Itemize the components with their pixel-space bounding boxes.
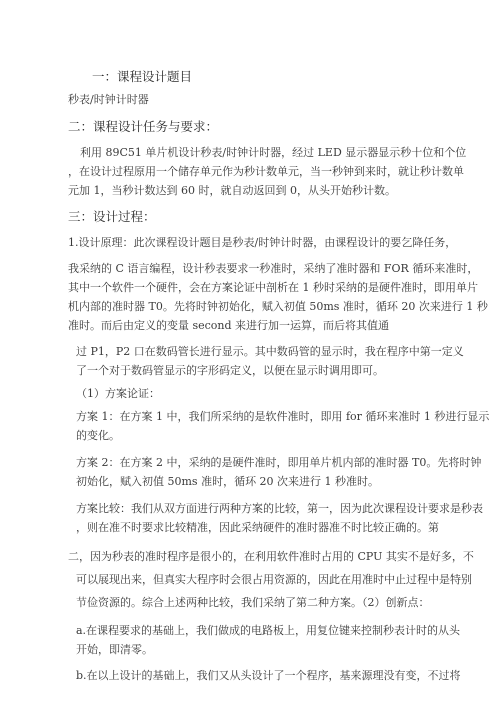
paragraph-line: 1.设计原理：此次课程设计题目是秒表/时钟计时器，由课程设计的要乞降任务，: [68, 236, 457, 249]
paragraph-line: 我采纳的 C 语言编程，设计秒表要求一秒准时，采纳了准时器和 FOR 循环来准时，: [68, 262, 479, 275]
subsection-heading: （1）方案论证：: [76, 387, 160, 400]
paragraph-line: 方案 1：在方案 1 中，我们所采纳的是软件准时，即用 for 循环来准时 1 秒进行显示: [76, 410, 490, 423]
paragraph-line: a.在课程要求的基础上，我们做成的电路板上，用复位键来控制秒表计时的从头: [76, 624, 461, 637]
paragraph-line: 的变化。: [76, 429, 120, 442]
paragraph-line: 准时。而后由定义的变量 second 来进行加一运算，而后将其值通: [68, 319, 390, 332]
paragraph-line: 二，因为秒表的准时程序是很小的，在利用软件准时占用的 CPU 其实不是好多，不: [68, 550, 474, 563]
paragraph-line: b.在以上设计的基础上，我们又从头设计了一个程序，基来源理没有变，不过将: [76, 669, 461, 682]
section-heading-1: 一：课程设计题目: [92, 69, 193, 84]
paragraph-line: 机内部的准时器 T0。先将时钟初始化，赋入初值 50ms 准时，循环 20 次来进行 1 秒: [68, 300, 488, 313]
paragraph-line: 方案比较：我们从双方面进行两种方案的比较，第一，因为此次课程设计要求是秒表: [76, 502, 483, 515]
paragraph-line: 其中一个软件一个硬件，会在方案论证中剖析在 1 秒时采纳的是硬件准时，即用单片: [68, 281, 478, 294]
paragraph-line: 利用 89C51 单片机设计秒表/时钟计时器，经过 LED 显示器显示秒十位和个位: [80, 146, 467, 159]
paragraph-line: 可以展现出来，但真实大程序时会很占用资源的，因此在用准时中止过程中是特别: [76, 573, 472, 586]
section-heading-2: 二：课程设计任务与要求：: [68, 119, 219, 134]
paragraph-line: ，则在准不时要求比较精准，因此采纳硬件的准时器准不时比较正确的。第: [76, 521, 439, 534]
paragraph-line: ，在设计过程原用一个储存单元作为秒计数单元，当一秒钟到来时，就让秒计数单: [68, 165, 464, 178]
paragraph-line: 开始，即清零。: [76, 643, 153, 656]
paragraph-line: 元加 1，当秒计数达到 60 时，就自动返回到 0，从头开始秒计数。: [68, 184, 396, 197]
section-heading-3: 三：设计过程：: [68, 209, 156, 224]
paragraph-line: 节俭资源的。综合上述两种比较，我们采纳了第二种方案。（2）创新点：: [76, 596, 430, 609]
paragraph-line: 方案 2：在方案 2 中，采纳的是硬件准时，即用单片机内部的准时器 T0。先将时钟: [76, 456, 482, 469]
course-title: 秒表/时钟计时器: [68, 93, 149, 106]
paragraph-line: 过 P1，P2 口在数码管长进行显示。其中数码管的显示时，我在程序中第一定义: [76, 345, 464, 358]
paragraph-line: 初始化，赋入初值 50ms 准时，循环 20 次来进行 1 秒准时。: [76, 475, 380, 488]
paragraph-line: 了一个对于数码管显示的字形码定义，以便在显示时调用即可。: [76, 364, 384, 377]
